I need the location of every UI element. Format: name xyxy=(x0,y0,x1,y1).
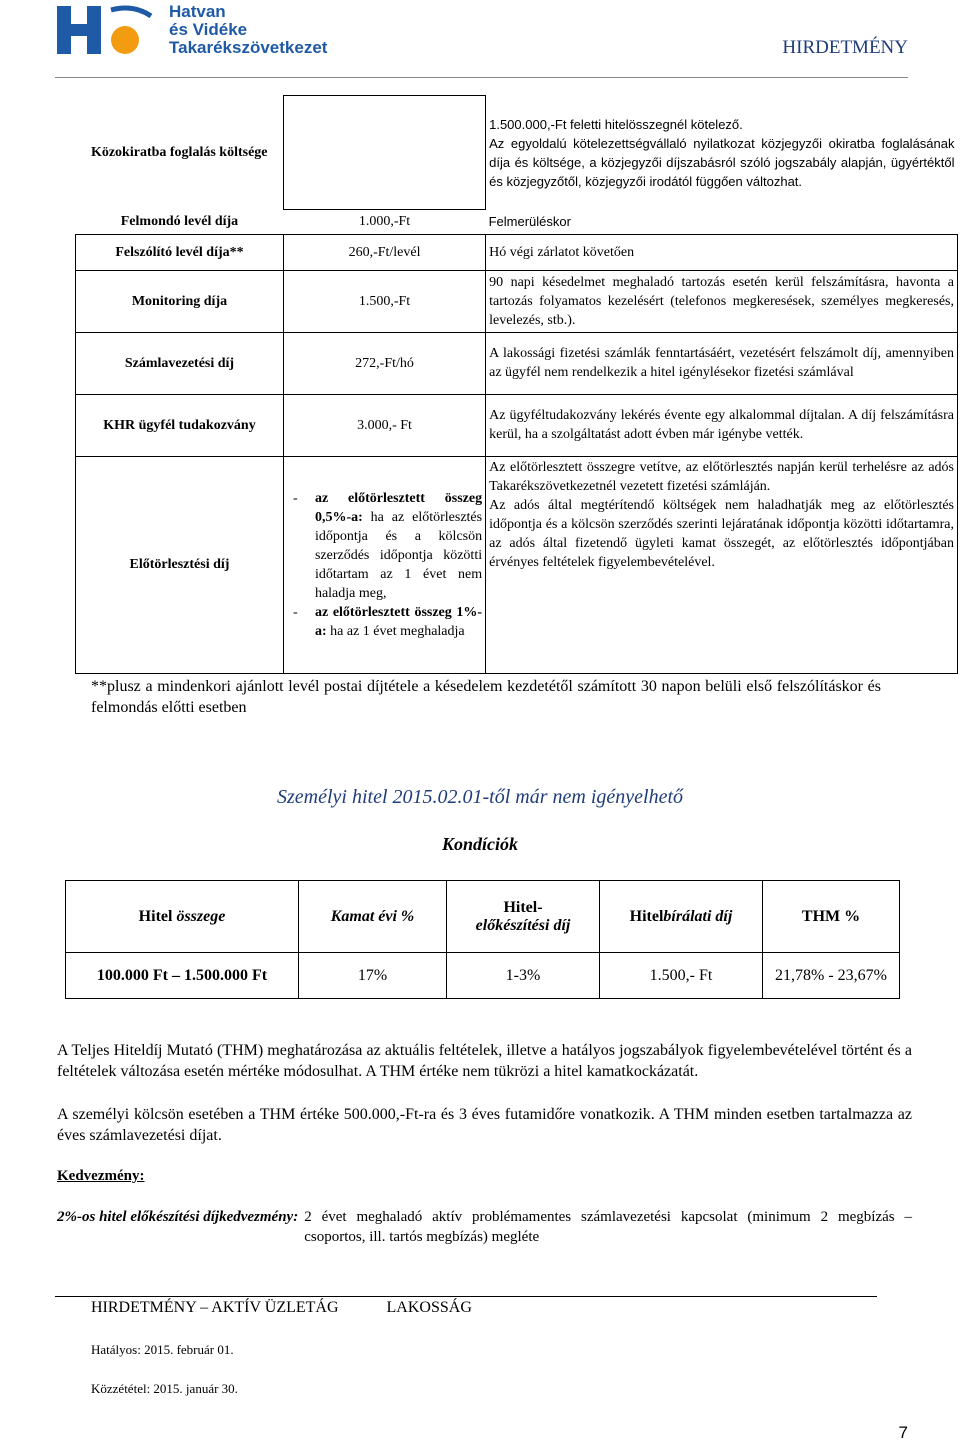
document-title: HIRDETMÉNY xyxy=(782,37,908,58)
page-number: 7 xyxy=(898,1423,908,1442)
fee-label: KHR ügyfél tudakozvány xyxy=(76,394,284,456)
discount-label: 2%-os hitel előkészítési díjkedvezmény: xyxy=(57,1209,299,1225)
table-row xyxy=(76,96,958,210)
conditions-title: Kondíciók xyxy=(441,834,518,854)
fee-desc: 1.500.000,-Ft feletti hitelösszegnél kötelező. Az egyoldalú kötelezettségvállaló nyilatkozat közjegyzői okiratba foglalásának díja és költsége, a közjegyzői díjszabásról szóló jogszabály alapján, ügyértéktől és közjegyzőtől, közjegyzői irodától függően változhat. xyxy=(489,116,955,189)
table-cell: 1-3% xyxy=(447,953,600,999)
fee-label: Monitoring díja xyxy=(76,270,284,332)
table-cell: 100.000 Ft – 1.500.000 Ft xyxy=(66,953,299,999)
fee-value: 260,-Ft/levél xyxy=(283,234,485,270)
table-cell: 21,78% - 23,67% xyxy=(763,953,900,999)
effective-date: Hatályos: 2015. február 01. xyxy=(91,1342,234,1357)
fee-label: Felmondó levél díja xyxy=(120,214,239,229)
discount-text: 2 évet meghaladó aktív problémamentes számlavezetési kapcsolat (minimum 2 megbízás – csoportos, ill. tartós megbízás) megléte xyxy=(304,1209,912,1245)
footer-title xyxy=(91,1299,472,1317)
fee-label: Felszólító levél díja** xyxy=(76,234,284,270)
thm-paragraph: A Teljes Hiteldíj Mutató (THM) meghatározása az aktuális feltételek, illetve a hatályos jogszabályok figyelembevételével történt és a feltételek változása esetén mértéke módosulhat. A THM értéke nem tükrözi a hitel kamatkockázatát. xyxy=(57,1042,912,1080)
table-row xyxy=(76,234,958,270)
table-row xyxy=(76,394,958,456)
table-header-row xyxy=(66,881,900,953)
column-header: Hitel összege xyxy=(66,881,299,953)
footer-segment: LAKOSSÁG xyxy=(386,1299,472,1316)
thm-scope-paragraph: A személyi kölcsön esetében a THM értéke 500.000,-Ft-ra és 3 éves futamidőre vonatkozik. A THM minden esetben tartalmazza az éves számlavezetési díjat. xyxy=(57,1106,912,1144)
footnote: **plusz a mindenkori ajánlott levél postai díjtétele a késedelem kezdetétől számított 30 napon belüli első felszólításkor és felmondás előtti esetben xyxy=(91,678,881,716)
discount-heading: Kedvezmény: xyxy=(57,1168,145,1184)
fee-desc: 90 napi késedelmet meghaladó tartozás esetén kerül felszámításra, havonta a tartozás folyamatos kezelésért (telefonos megkeresések, személyes megkeresés, levelezés, stb.). xyxy=(486,270,958,332)
publish-date: Közzététel: 2015. január 30. xyxy=(91,1381,238,1396)
fee-value: 1.000,-Ft xyxy=(358,214,411,230)
fee-value: 1.500,-Ft xyxy=(283,270,485,332)
column-header: Hitel- előkészítési díj xyxy=(447,881,600,953)
fee-value: 272,-Ft/hó xyxy=(283,332,485,394)
loan-title: Személyi hitel 2015.02.01-től már nem igényelhető xyxy=(276,786,683,808)
footer-section: HIRDETMÉNY – AKTÍV ÜZLETÁG xyxy=(91,1299,339,1316)
fee-label: Előtörlesztési díj xyxy=(76,456,284,673)
fee-desc: Hó végi zárlatot követően xyxy=(486,234,958,270)
table-row xyxy=(76,456,958,673)
fee-desc: Az előtörlesztett összegre vetítve, az előtörlesztés napján kerül terhelésre az adós Takarékszövetkezetnél vezetett fizetési számláján. Az adós által megtérítendő költségek nem haladhatják meg az előtörlesztés időpontja és a kölcsön szerződés szerinti lejáratának időpontja közötti időtartamra, az adós által fizetendő ügyleti kamat összegét, az előtörlesztés időpontjában érvényes feltételek figyelembevételével. xyxy=(486,456,958,673)
table-cell: 17% xyxy=(299,953,447,999)
logo-line-3: Takarékszövetkezet xyxy=(169,38,328,57)
fee-desc: Az ügyféltudakozvány lekérés évente egy alkalommal díjtalan. A díj felszámításra kerül, ha a szolgáltatást adott évben már igénybe vették. xyxy=(486,394,958,456)
fee-table xyxy=(75,95,958,674)
logo-line-2: és Vidéke xyxy=(169,20,248,39)
logo-mark-icon xyxy=(55,2,167,58)
table-row xyxy=(76,270,958,332)
table-row xyxy=(66,953,900,999)
list-item: - az előtörlesztett összeg 1%-a: ha az 1 évet meghaladja xyxy=(292,604,483,639)
column-header: THM % xyxy=(763,881,900,953)
logo-line-1: Hatvan xyxy=(169,2,226,21)
conditions-table xyxy=(65,880,900,999)
fee-desc: Felmerüléskor xyxy=(488,214,571,229)
table-cell: 1.500,- Ft xyxy=(600,953,763,999)
table-row xyxy=(76,210,958,235)
fee-value xyxy=(283,96,485,210)
column-header: Hitelbírálati díj xyxy=(600,881,763,953)
table-row xyxy=(76,332,958,394)
footer-divider xyxy=(55,1296,877,1297)
header-divider xyxy=(55,77,908,78)
prepayment-terms xyxy=(283,456,485,673)
fee-label: Számlavezetési díj xyxy=(76,332,284,394)
list-item: - az előtörlesztett összeg 0,5%-a: ha az előtörlesztés időpontja és a kölcsön szerződés időpontja közötti időtartam az 1 évet nem haladja meg, xyxy=(292,490,483,601)
fee-label: Közokiratba foglalás költsége xyxy=(90,145,268,160)
discount-item xyxy=(57,1207,912,1247)
column-header: Kamat évi % xyxy=(299,881,447,953)
company-logo xyxy=(55,2,328,58)
fee-value: 3.000,- Ft xyxy=(283,394,485,456)
fee-desc: A lakossági fizetési számlák fenntartásáért, vezetésért felszámolt díj, amennyiben az ügyfél nem rendelkezik a hitel igénylésekor fizetési számlával xyxy=(486,332,958,394)
